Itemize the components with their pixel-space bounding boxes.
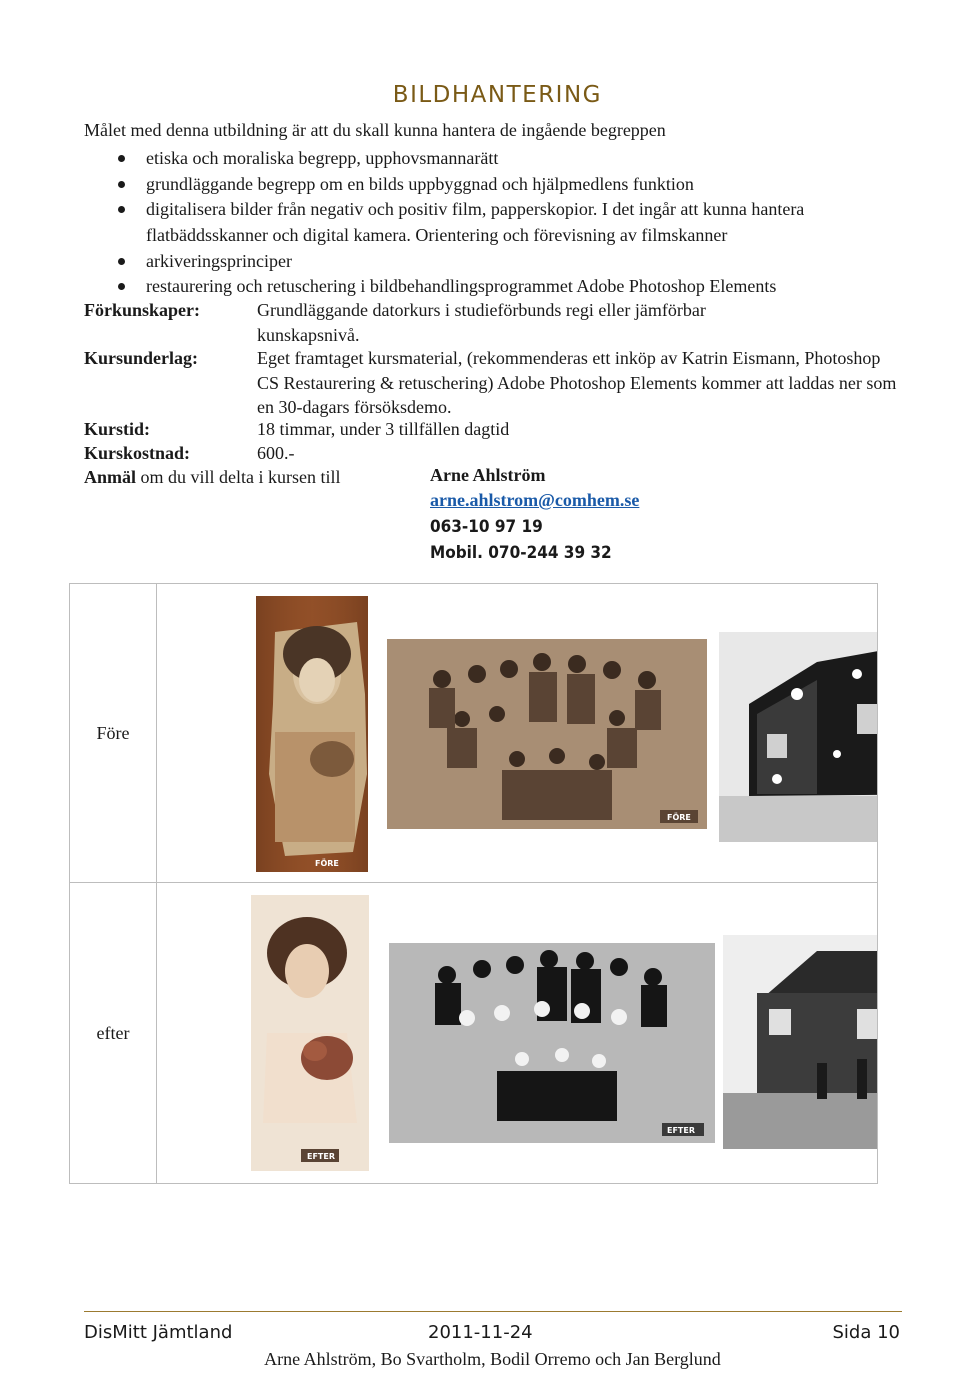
list-item: digitalisera bilder från negativ och positiv film, papperskopior. I det ingår att kunna hantera flatbäddsskanner och digital kamera. Orientering och förevisning av filmskanner xyxy=(116,197,906,248)
portrait-before-photo xyxy=(256,596,368,872)
page-title: BILDHANTERING xyxy=(392,82,602,108)
material-value: Eget framtaget kursmaterial, (rekommenderas ett inköp av Katrin Eismann, Photoshop CS Restaurering & retuschering) Adobe Photoshop Elements kommer att laddas ner som en 30-dagars försöksdemo. xyxy=(257,348,897,417)
duration-value: 18 timmar, under 3 tillfällen dagtid xyxy=(257,419,510,439)
list-item: restaurering och retuschering i bildbehandlingsprogrammet Adobe Photoshop Elements xyxy=(116,274,906,300)
list-item: etiska och moraliska begrepp, upphovsmannarätt xyxy=(116,146,906,172)
duration-label: Kurstid: xyxy=(84,419,151,439)
stamp-after: EFTER xyxy=(667,1126,696,1135)
signup-text: om du vill delta i kursen till xyxy=(136,467,341,487)
portrait-after-photo xyxy=(251,895,369,1171)
contact-phone: 063-10 97 19 xyxy=(430,517,543,537)
before-photos xyxy=(157,584,878,883)
footer-authors: Arne Ahlström, Bo Svartholm, Bodil Orremo och Jan Berglund xyxy=(264,1349,721,1369)
signup-bold: Anmäl xyxy=(84,467,137,487)
intro-text: Målet med denna utbildning är att du skall kunna hantera de ingående begreppen xyxy=(84,120,666,140)
house-after-photo xyxy=(723,935,877,1149)
contact-mobile: Mobil. 070-244 39 32 xyxy=(430,543,612,563)
page-footer xyxy=(84,1322,902,1348)
prereq-value: Grundläggande datorkurs i studieförbunds regi eller jämförbar kunskapsnivå. xyxy=(257,300,706,345)
stamp-after: EFTER xyxy=(307,1152,336,1161)
list-item: grundläggande begrepp om en bilds uppbyggnad och hjälpmedlens funktion xyxy=(116,172,906,198)
material-label: Kursunderlag: xyxy=(84,348,199,368)
footer-page-number: Sida 10 xyxy=(832,1322,900,1343)
cost-label: Kurskostnad: xyxy=(84,443,191,463)
group-before-photo xyxy=(387,639,707,829)
footer-divider xyxy=(84,1311,902,1312)
prereq-label: Förkunskaper: xyxy=(84,300,201,320)
before-label: Före xyxy=(70,584,157,883)
signup-row xyxy=(84,465,341,490)
after-label: efter xyxy=(70,883,157,1184)
stamp-before: FÖRE xyxy=(667,813,691,822)
before-after-table xyxy=(69,583,878,1184)
contact-name: Arne Ahlström xyxy=(430,465,546,485)
house-before-photo xyxy=(719,632,877,842)
footer-date: 2011-11-24 xyxy=(428,1322,533,1343)
contact-email[interactable]: arne.ahlstrom@comhem.se xyxy=(430,490,640,510)
list-item: arkiveringsprinciper xyxy=(116,249,906,275)
goals-list xyxy=(116,146,906,300)
footer-org: DisMitt Jämtland xyxy=(84,1322,233,1343)
stamp-before: FÖRE xyxy=(315,859,339,868)
group-after-photo xyxy=(389,943,715,1143)
after-photos xyxy=(157,883,878,1184)
cost-value: 600.- xyxy=(257,443,295,463)
